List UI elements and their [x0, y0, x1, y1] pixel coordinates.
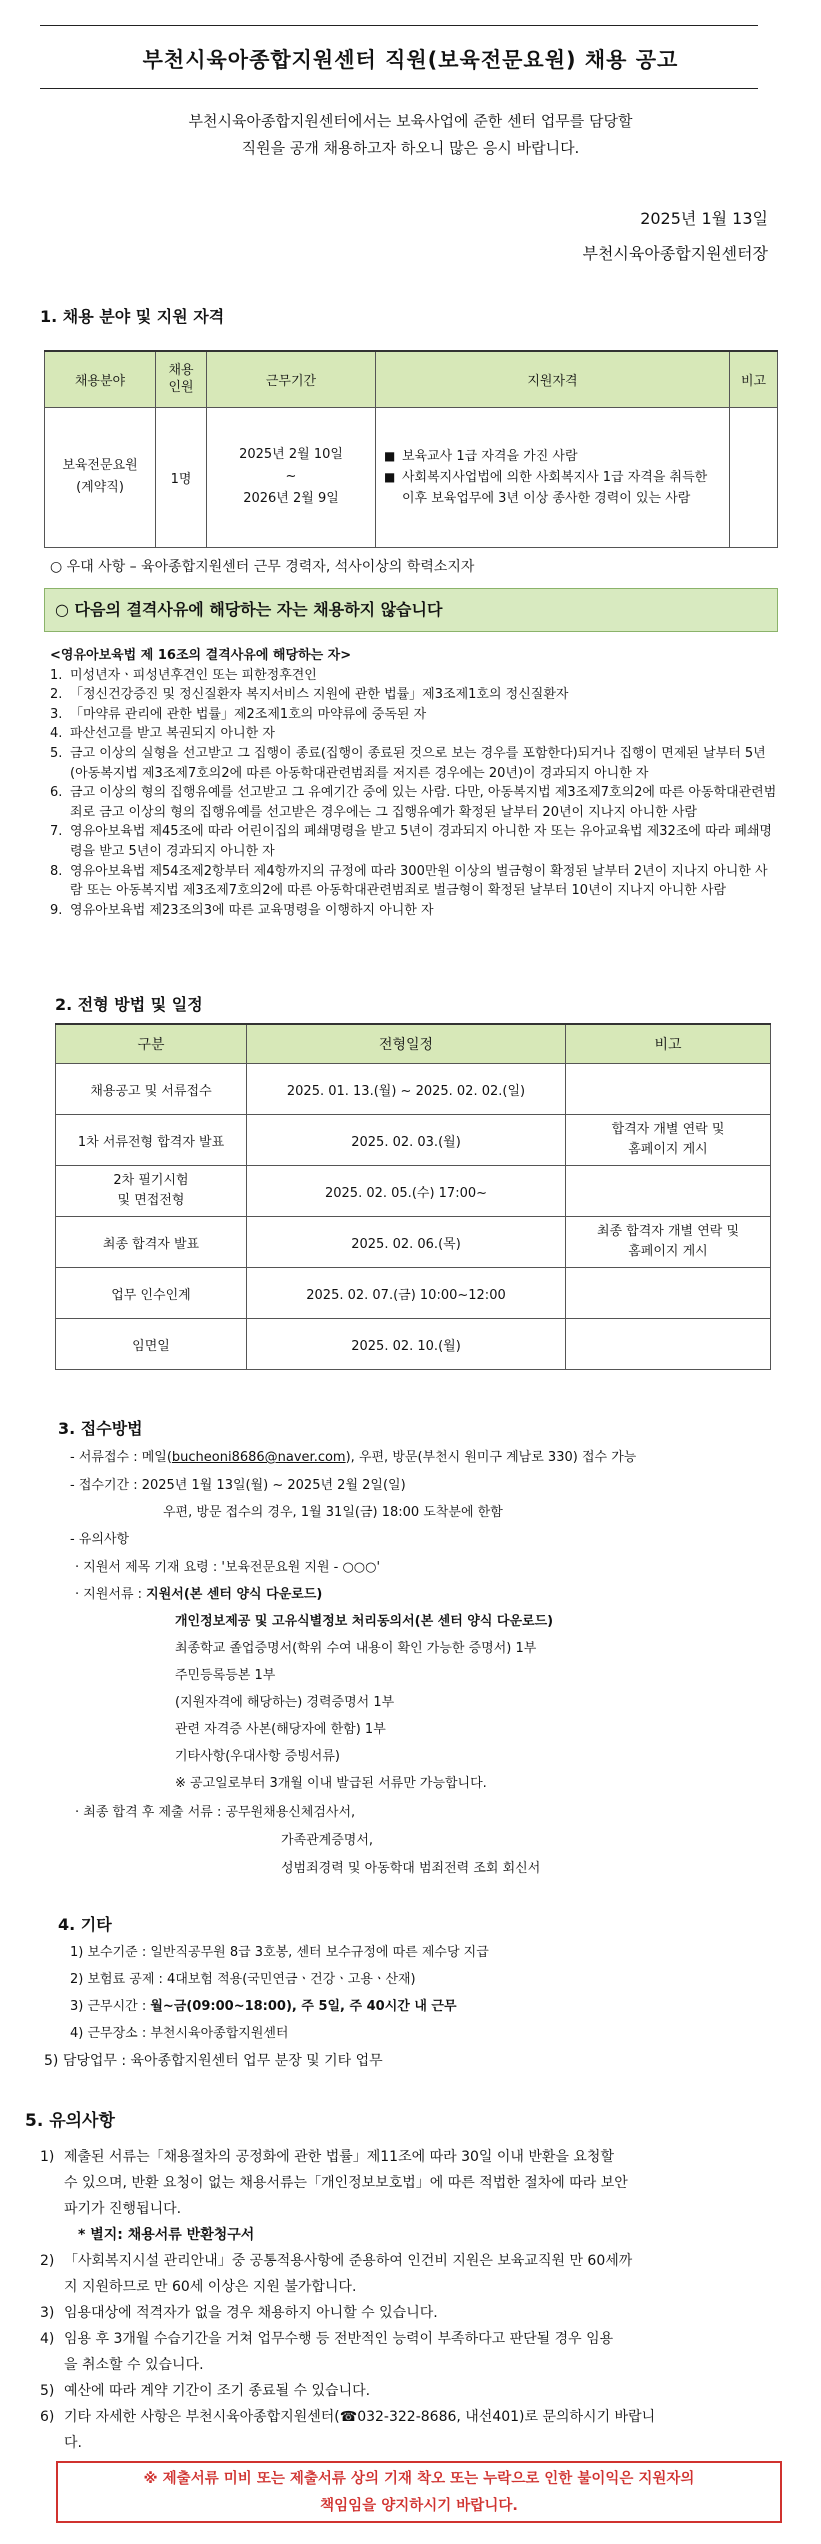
col-field: 채용분야: [45, 351, 156, 407]
stage-cell: 채용공고 및 서류접수: [56, 1064, 247, 1115]
section3-heading: 3. 접수방법: [58, 1419, 143, 1438]
field-value: 보육전문요원 (계약직): [45, 407, 156, 547]
document-item: (지원자격에 해당하는) 경력증명서 1부: [175, 1695, 395, 1710]
date-cell: 2025. 02. 06.(목): [247, 1217, 566, 1268]
col-note: 비고: [730, 351, 778, 407]
qualification-item: ■ 사회복지사업법에 의한 사회복지사 1급 자격을 취득한 이후 보육업무에 3년 이상 종사한 경력이 있는 사람: [384, 467, 721, 509]
etc-item: 1) 보수기준 : 일반직공무원 8급 3호봉, 센터 보수규정에 따른 제수당 지급: [70, 1945, 489, 1960]
law-item: 8. 영유아보육법 제54조제2항부터 제4항까지의 규정에 따라 300만원 이상의 벌금형이 확정된 날부터 2년이 지나지 아니한 사람 또는 아동복지법 제3조제7호의2에 따른 아동학대관련범죄로 벌금형이 확정된 날부터 10년이 지나지 아니한 사람: [50, 863, 768, 899]
col-count: 채용 인원: [156, 351, 207, 407]
warning-box: [56, 2461, 782, 2523]
caution-list: [40, 2144, 788, 2456]
col-remark: 비고: [566, 1024, 771, 1064]
email-link[interactable]: bucheoni8686@naver.com: [171, 1450, 346, 1465]
final-docs-line: 가족관계증명서,: [281, 1833, 374, 1848]
subject-rule: · 지원서 제목 기재 요령 : '보육전문요원 지원 - ○○○': [75, 1560, 381, 1575]
col-period: 근무기간: [207, 351, 376, 407]
col-qualification: 지원자격: [376, 351, 730, 407]
caution-item: 1) 제출된 서류는「채용절차의 공정화에 관한 법률」제11조에 따라 30일 이내 반환을 요청할 수 있으며, 반환 요청이 없는 채용서류는「개인정보보호법」에 따른 적법한 절차에 따라 보안 파기가 진행됩니다.: [40, 2149, 628, 2217]
caution-item: 5) 예산에 따라 계약 기간이 조기 종료될 수 있습니다.: [40, 2383, 371, 2399]
intro-line-2: 직원을 공개 채용하고자 하오니 많은 응시 바랍니다.: [241, 139, 580, 157]
circle-bullet-icon: ○: [50, 559, 63, 575]
section4-heading: 4. 기타: [58, 1915, 112, 1934]
document-item: 개인정보제공 및 고유식별정보 처리동의서(본 센터 양식 다운로드): [175, 1614, 554, 1629]
count-value: 1명: [156, 407, 207, 547]
document-item: 주민등록등본 1부: [175, 1668, 276, 1683]
caution-item: 3) 임용대상에 적격자가 없을 경우 채용하지 아니할 수 있습니다.: [40, 2305, 438, 2321]
warning-line: 책임임을 양지하시기 바랍니다.: [320, 2498, 518, 2514]
table-row: [56, 1166, 771, 1217]
section5-heading: 5. 유의사항: [25, 2111, 115, 2131]
law-item: 7. 영유아보육법 제45조에 따라 어린이집의 폐쇄명령을 받고 5년이 경과되지 아니한 자 또는 유아교육법 제32조에 따라 폐쇄명령을 받고 5년이 경과되지 아니한 자: [50, 824, 772, 859]
law-item: 5. 금고 이상의 실형을 선고받고 그 집행이 종료(집행이 종료된 것으로 보는 경우를 포함한다)되거나 집행이 면제된 날부터 5년(아동복지법 제3조제7호의2에 따른 아동학대관련범죄를 저지른 경우에는 20년)이 경과되지 아니한 자: [50, 745, 766, 781]
page-title: 부천시육아종합지원센터 직원(보육전문요원) 채용 공고: [142, 48, 679, 72]
note-value: [730, 407, 778, 547]
notice-date: 2025년 1월 13일: [640, 209, 768, 228]
table-row: [56, 1319, 771, 1370]
remark-cell: [566, 1319, 771, 1370]
stage-cell: 임면일: [56, 1319, 247, 1370]
caution-item: 4) 임용 후 3개월 수습기간을 거쳐 업무수행 등 전반적인 능력이 부족하다고 판단될 경우 임용 을 취소할 수 있습니다.: [40, 2331, 614, 2373]
stage-cell: 최종 합격자 발표: [56, 1217, 247, 1268]
etc-item: 4) 근무장소 : 부천시육아종합지원센터: [70, 2026, 289, 2041]
stage-cell: 업무 인수인계: [56, 1268, 247, 1319]
period-value: 2025년 2월 10일 ~ 2026년 2월 9일: [207, 407, 376, 547]
etc-item: 2) 보험료 공제 : 4대보험 적용(국민연금ㆍ건강ㆍ고용ㆍ산재): [70, 1972, 416, 1987]
table-row: [56, 1217, 771, 1268]
caution-item: 2) 「사회복지시설 관리안내」중 공통적용사항에 준용하여 인건비 지원은 보육교직원 만 60세까 지 지원하므로 만 60세 이상은 지원 불가합니다.: [40, 2253, 633, 2295]
remark-cell: [566, 1064, 771, 1115]
date-cell: 2025. 01. 13.(월) ~ 2025. 02. 02.(일): [247, 1064, 566, 1115]
warning-line: ※ 제출서류 미비 또는 제출서류 상의 기재 착오 또는 누락으로 인한 불이익은 지원자의: [143, 2471, 695, 2487]
date-cell: 2025. 02. 03.(월): [247, 1115, 566, 1166]
disqualify-banner: ○ 다음의 결격사유에 해당하는 자는 채용하지 않습니다: [44, 588, 778, 632]
date-cell: 2025. 02. 10.(월): [247, 1319, 566, 1370]
law-heading: <영유아보육법 제 16조의 결격사유에 해당하는 자>: [50, 648, 352, 663]
remark-cell: [566, 1166, 771, 1217]
date-cell: 2025. 02. 07.(금) 10:00~12:00: [247, 1268, 566, 1319]
stage-cell: 1차 서류전형 합격자 발표: [56, 1115, 247, 1166]
caution-label: - 유의사항: [70, 1532, 130, 1547]
preference-note: [50, 556, 474, 576]
law-item: 2. 「정신건강증진 및 정신질환자 복지서비스 지원에 관한 법률」제3조제1호의 정신질환자: [50, 687, 569, 703]
etc-item: 5) 담당업무 : 육아종합지원센터 업무 분장 및 기타 업무: [44, 2053, 383, 2069]
section1-heading: 1. 채용 분야 및 지원 자격: [40, 307, 225, 326]
law-block: [50, 646, 780, 920]
law-item: 4. 파산선고를 받고 복권되지 아니한 자: [50, 726, 275, 742]
law-item: 1. 미성년자ㆍ피성년후견인 또는 피한정후견인: [50, 667, 317, 683]
table-row: [56, 1064, 771, 1115]
law-item: 6. 금고 이상의 형의 집행유예를 선고받고 그 유예기간 중에 있는 사람. 다만, 아동복지법 제3조제7호의2에 따른 아동학대관련범죄로 금고 이상의 형의 집행유예를 선고받은 경우에는 그 집행유예가 확정된 날부터 20년이 지나지 아니한 사람: [50, 785, 777, 820]
remark-cell: 최종 합격자 개별 연락 및 홈페이지 게시: [566, 1217, 771, 1268]
document-item: 관련 자격증 사본(해당자에 한함) 1부: [175, 1722, 386, 1737]
qualification-item: ■ 보육교사 1급 자격을 가진 사람: [384, 446, 721, 467]
documents-line: · 지원서류 : 지원서(본 센터 양식 다운로드): [75, 1587, 323, 1602]
qualification-list: [376, 407, 730, 547]
law-item: 3. 「마약류 관리에 관한 법률」제2조제1호의 마약류에 중독된 자: [50, 706, 427, 722]
stage-cell: 2차 필기시험 및 면접전형: [56, 1166, 247, 1217]
document-item: 기타사항(우대사항 증빙서류): [175, 1749, 340, 1764]
period-line: - 접수기간 : 2025년 1월 13일(월) ~ 2025년 2월 2일(일): [70, 1478, 406, 1493]
table-row: [56, 1115, 771, 1166]
document-item: 최종학교 졸업증명서(학위 수여 내용이 확인 가능한 증명서) 1부: [175, 1641, 537, 1656]
title-rule: [40, 88, 758, 89]
col-stage: 구분: [56, 1024, 247, 1064]
final-docs-line: · 최종 합격 후 제출 서류 : 공무원채용신체검사서,: [75, 1805, 356, 1820]
remark-cell: 합격자 개별 연락 및 홈페이지 게시: [566, 1115, 771, 1166]
caution-item: * 별지: 채용서류 반환청구서: [78, 2227, 255, 2243]
top-rule: [40, 25, 758, 26]
receipt-line: - 서류접수 : 메일(bucheoni8686@naver.com), 우편, 방문(부천시 원미구 계남로 330) 접수 가능: [70, 1450, 637, 1465]
schedule-table: [55, 1023, 771, 1370]
caution-item: 6) 기타 자세한 사항은 부천시육아종합지원센터(☎032-322-8686, 내선401)로 문의하시기 바랍니 다.: [40, 2409, 656, 2451]
remark-cell: [566, 1268, 771, 1319]
col-schedule: 전형일정: [247, 1024, 566, 1064]
preference-text: 우대 사항 – 육아종합지원센터 근무 경력자, 석사이상의 학력소지자: [66, 559, 475, 575]
table-row: [56, 1268, 771, 1319]
date-cell: 2025. 02. 05.(수) 17:00~: [247, 1166, 566, 1217]
final-docs-line: 성범죄경력 및 아동학대 범죄전력 조회 회신서: [281, 1861, 541, 1876]
law-item: 9. 영유아보육법 제23조의3에 따른 교육명령을 이행하지 아니한 자: [50, 902, 434, 918]
document-item: ※ 공고일로부터 3개월 이내 발급된 서류만 가능합니다.: [175, 1776, 487, 1791]
recruitment-table: [44, 350, 778, 548]
issuer: 부천시육아종합지원센터장: [582, 244, 768, 263]
period-note: 우편, 방문 접수의 경우, 1월 31일(금) 18:00 도착분에 한함: [163, 1505, 503, 1520]
etc-item: 3) 근무시간 : 월~금(09:00~18:00), 주 5일, 주 40시간 내 근무: [70, 1999, 457, 2014]
section2-heading: 2. 전형 방법 및 일정: [55, 995, 203, 1014]
intro-line-1: 부천시육아종합지원센터에서는 보육사업에 준한 센터 업무를 담당할: [188, 112, 633, 130]
